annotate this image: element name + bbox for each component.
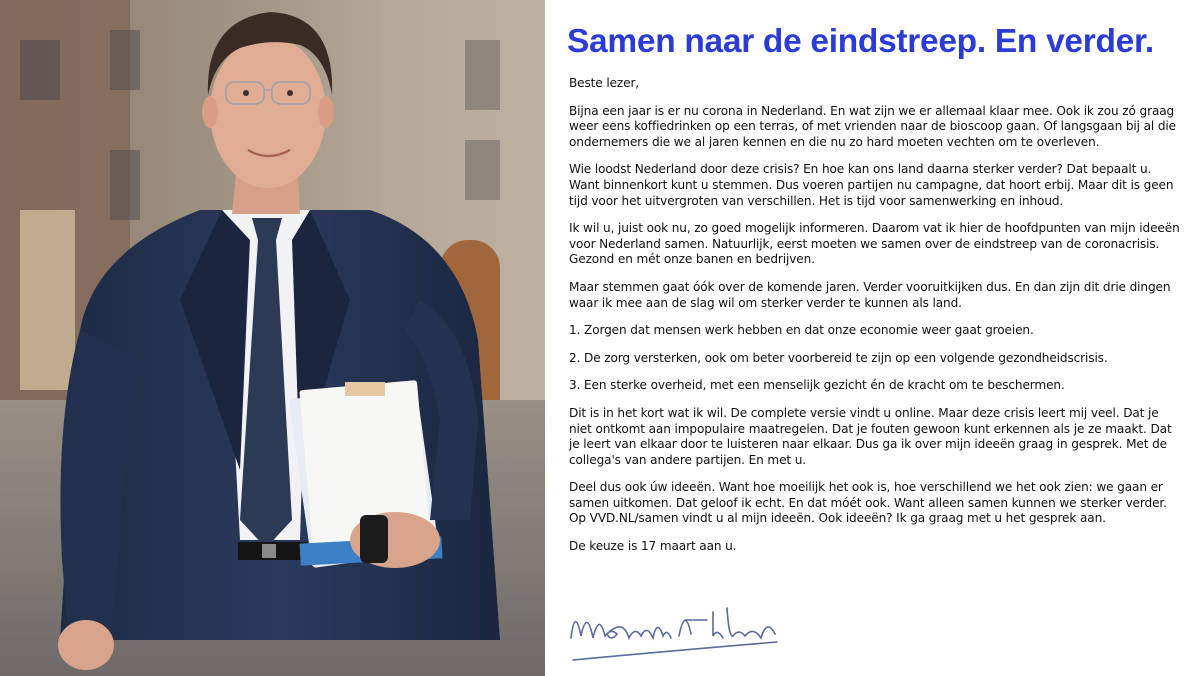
letter-point: 2. De zorg versterken, ook om beter voorbereid te zijn op een volgende gezondheidscrisis.: [569, 350, 1108, 365]
portrait-photo: [0, 0, 545, 676]
letter-headline: Samen naar de eindstreep. En verder.: [567, 23, 1154, 60]
letter-point: 1. Zorgen dat mensen werk hebben en dat onze economie weer gaat groeien.: [569, 323, 1034, 338]
letter-sign-off: De keuze is 17 maart aan u.: [569, 539, 737, 554]
letter-paragraph: Dit is in het kort wat ik wil. De complete versie vindt u online. Maar deze crisis leert mij veel. Dat je niet ontkomt aan impopulaire maatregelen. Dat je fouten gewoon kunt erkennen als je ze maakt. Dat je leert van elkaar door te luisteren naar elkaar. Dus ga ik over mijn ideeën graag in gesprek. Met de collega's van andere partijen. En met u.: [569, 405, 1172, 467]
letter-point: 3. Een sterke overheid, met een menselijk gezicht én de kracht om te beschermen.: [569, 378, 1065, 393]
letter-greeting: Beste lezer,: [569, 76, 640, 90]
man-in-suit-holding-documents-icon: [0, 0, 545, 676]
handwritten-signature: [567, 598, 797, 670]
letter: [545, 0, 1200, 676]
letter-paragraph: Bijna een jaar is er nu corona in Nederland. En wat zijn we er allemaal klaar mee. Ook ik zou zó graag weer eens koffiedrinken op een terras, of met vrienden naar de bioscoop gaan. Of langsgaan bij al die ondernemers die we al jaren kennen en die nu zo hard moeten vechten om te overleven.: [569, 103, 1176, 149]
letter-paragraph: Wie loodst Nederland door deze crisis? En hoe kan ons land daarna sterker verder? Dat bepaalt u. Want binnenkort kunt u stemmen. Dus voeren partijen nu campagne, dat hoort erbij. Maar dit is geen tijd voor het uitvergroten van verschillen. Het is tijd voor samenwerking en inhoud.: [569, 162, 1174, 208]
letter-paragraph: Maar stemmen gaat óók over de komende jaren. Verder vooruitkijken dus. En dan zijn dit drie dingen waar ik mee aan de slag wil om sterker verder te kunnen als land.: [569, 279, 1171, 310]
letter-paragraph: Ik wil u, juist ook nu, zo goed mogelijk informeren. Daarom vat ik hier de hoofdpunten van mijn ideeën voor Nederland samen. Natuurlijk, eerst moeten we samen over de eindstreep van de coronacrisis. Gezond en mét onze banen en bedrijven.: [569, 221, 1180, 267]
letter-paragraph: Deel dus ook úw ideeën. Want hoe moeilijk het ook is, hoe verschillend we het ook zien: we gaan er samen uitkomen. Dat geloof ik echt. En dat móét ook. Want alleen samen kunnen we sterker verder. Op VVD.NL/samen vindt u al mijn ideeën. Ook ideeën? Ik ga graag met u het gesprek aan.: [569, 480, 1167, 526]
